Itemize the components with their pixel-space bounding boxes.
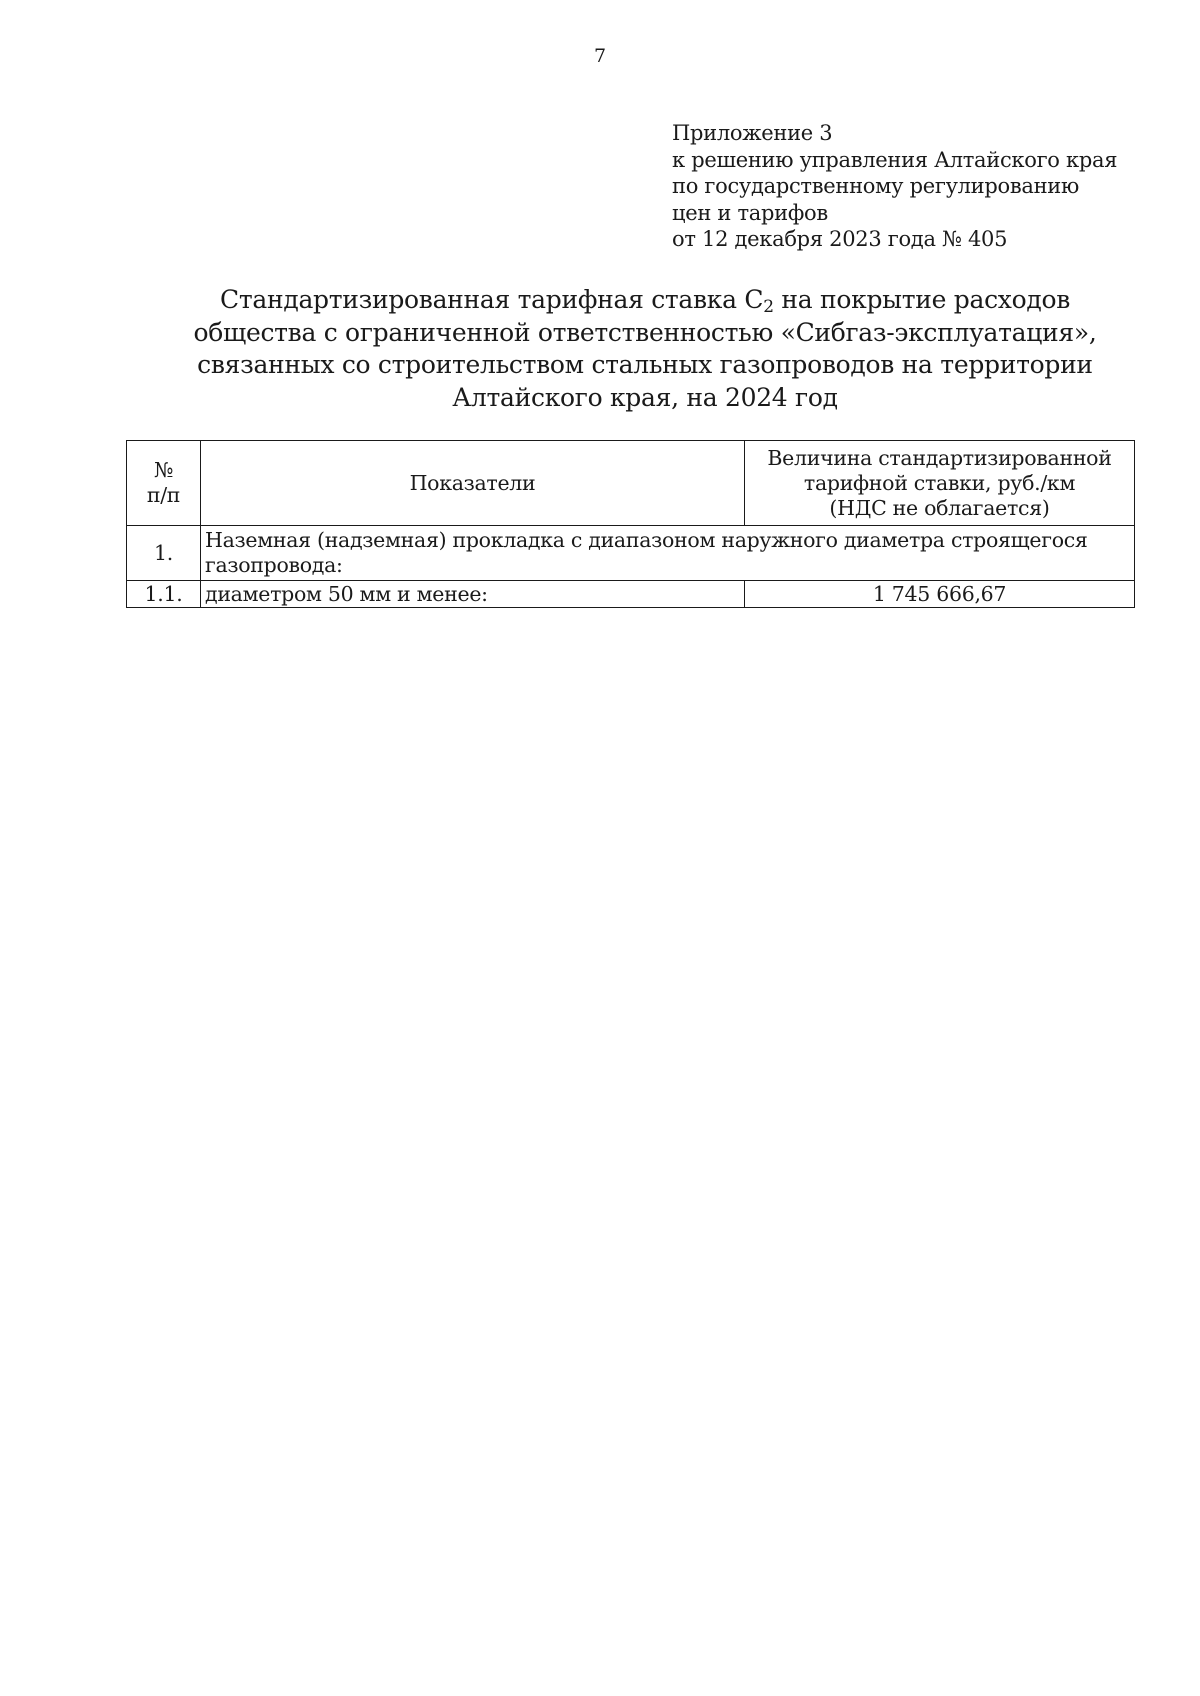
header-number-symbol: № <box>153 458 174 482</box>
appendix-line: Приложение 3 <box>672 121 833 145</box>
title-line-1-start: Стандартизированная тарифная ставка С <box>220 285 764 314</box>
header-value-line-3: (НДС не облагается) <box>829 495 1050 520</box>
appendix-line: от 12 декабря 2023 года № 405 <box>672 227 1008 251</box>
table-row <box>127 526 1135 581</box>
title-line-1 <box>120 284 1170 317</box>
row-description-line-2: газопровода: <box>205 553 343 577</box>
document-title <box>120 284 1170 414</box>
title-line-4: Алтайского края, на 2024 год <box>452 382 838 412</box>
row-description: диаметром 50 мм и менее: <box>201 581 745 608</box>
header-value-line-1: Величина стандартизированной <box>767 445 1112 470</box>
table-row <box>127 581 1135 608</box>
table-header-row <box>127 441 1135 526</box>
row-number: 1.1. <box>127 581 201 608</box>
title-line-3: связанных со строительством стальных газопроводов на территории <box>197 350 1093 379</box>
title-line-1-end: на покрытие расходов <box>773 285 1070 314</box>
row-value: 1 745 666,67 <box>745 581 1135 608</box>
row-description <box>201 526 1135 581</box>
appendix-block <box>672 120 1192 253</box>
appendix-line: цен и тарифов <box>672 200 828 225</box>
header-number-abbr: п/п <box>146 483 181 507</box>
title-line-2: общества с ограниченной ответственностью «Сибгаз-эксплуатация», <box>193 317 1097 347</box>
tariff-table <box>126 440 1135 608</box>
row-number: 1. <box>127 526 201 581</box>
appendix-line: по государственному регулированию <box>672 174 1079 198</box>
appendix-line: к решению управления Алтайского края <box>672 147 1118 172</box>
row-description-line-1: Наземная (надземная) прокладка с диапазоном наружного диаметра строящегося <box>205 528 1088 552</box>
title-subscript: 2 <box>763 297 774 317</box>
header-indicators: Показатели <box>201 441 745 526</box>
header-number <box>127 441 201 526</box>
header-value <box>745 441 1135 526</box>
header-value-line-2: тарифной ставки, руб./км <box>803 470 1076 495</box>
page-number: 7 <box>593 45 607 67</box>
